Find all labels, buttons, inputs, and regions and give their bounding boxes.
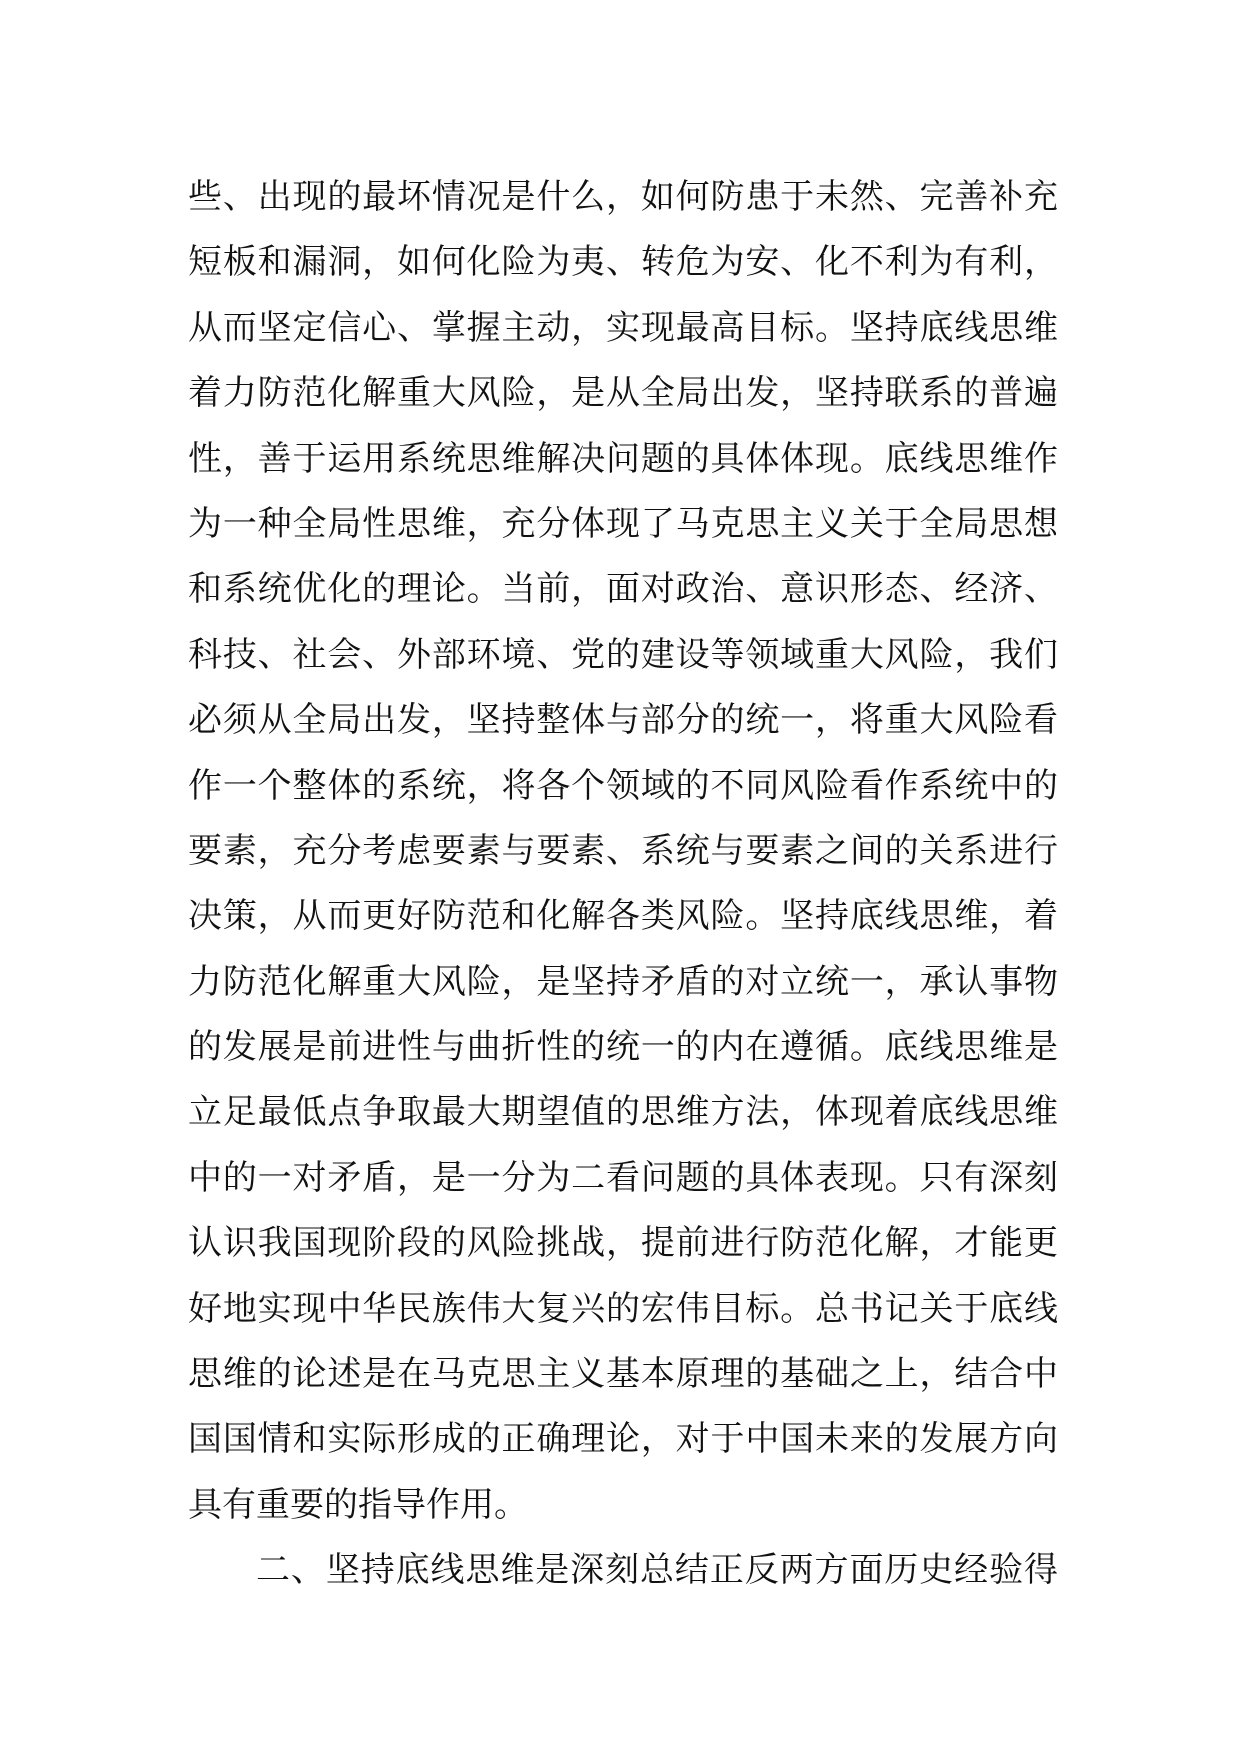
- text-line: 国国情和实际形成的正确理论，对于中国未来的发展方向: [188, 1419, 1058, 1460]
- text-line: 科技、社会、外部环境、党的建设等领域重大风险，我们: [188, 634, 1058, 675]
- text-line: 力防范化解重大风险，是坚持矛盾的对立统一，承认事物: [188, 961, 1058, 1002]
- text-line: 短板和漏洞，如何化险为夷、转危为安、化不利为有利，: [188, 242, 1058, 283]
- text-line: 决策，从而更好防范和化解各类风险。坚持底线思维，着: [188, 896, 1058, 937]
- text-line: 思维的论述是在马克思主义基本原理的基础之上，结合中: [188, 1354, 1058, 1395]
- text-line: 和系统优化的理论。当前，面对政治、意识形态、经济、: [188, 569, 1058, 610]
- text-line: 要素，充分考虑要素与要素、系统与要素之间的关系进行: [188, 830, 1058, 871]
- text-line: 作一个整体的系统，将各个领域的不同风险看作系统中的: [188, 765, 1058, 806]
- text-line: 具有重要的指导作用。: [188, 1484, 528, 1525]
- body-text: [188, 165, 1058, 1604]
- text-line: 立足最低点争取最大期望值的思维方法，体现着底线思维: [188, 1092, 1058, 1133]
- text-line: 好地实现中华民族伟大复兴的宏伟目标。总书记关于底线: [188, 1288, 1058, 1329]
- text-line: 认识我国现阶段的风险挑战，提前进行防范化解，才能更: [188, 1223, 1058, 1264]
- text-line: 性，善于运用系统思维解决问题的具体体现。底线思维作: [188, 438, 1058, 479]
- text-line: 中的一对矛盾，是一分为二看问题的具体表现。只有深刻: [188, 1157, 1058, 1198]
- section-heading: 二、坚持底线思维是深刻总结正反两方面历史经验得: [256, 1550, 1058, 1591]
- text-line: 必须从全局出发，坚持整体与部分的统一，将重大风险看: [188, 700, 1058, 741]
- text-line: 为一种全局性思维，充分体现了马克思主义关于全局思想: [188, 503, 1058, 544]
- text-line: 着力防范化解重大风险，是从全局出发，坚持联系的普遍: [188, 373, 1058, 414]
- text-line: 从而坚定信心、掌握主动，实现最高目标。坚持底线思维: [188, 307, 1058, 348]
- text-line: 的发展是前进性与曲折性的统一的内在遵循。底线思维是: [188, 1027, 1058, 1068]
- text-line: 些、出现的最坏情况是什么，如何防患于未然、完善补充: [188, 177, 1058, 217]
